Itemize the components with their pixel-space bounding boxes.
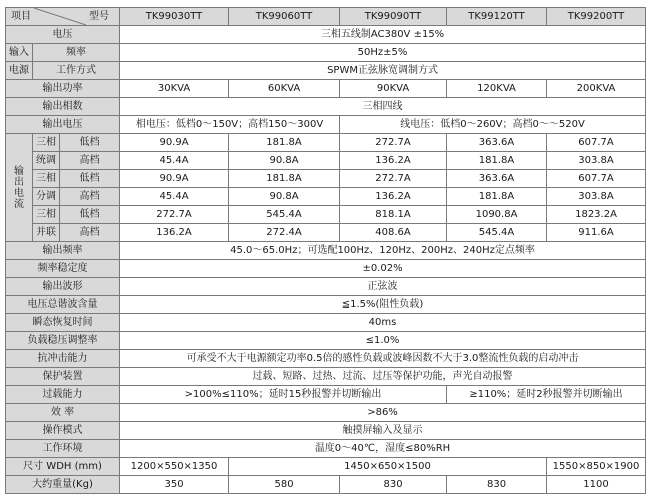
input-frequency-label: 频率: [33, 44, 120, 62]
current-value: 545.4A: [229, 206, 340, 224]
model-header: TK99060TT: [229, 8, 340, 26]
output-phase-voltage-value: 相电压：低档0～150V；高档150～300V: [120, 116, 340, 134]
input-mode-value: SPWM正弦脉宽调制方式: [120, 62, 646, 80]
spec-label: 效 率: [6, 404, 120, 422]
current-mode-top: 三相: [33, 170, 60, 188]
model-header: TK99030TT: [120, 8, 229, 26]
spec-row: [6, 242, 646, 260]
output-phases-value: 三相四线: [120, 98, 646, 116]
current-row: [6, 224, 646, 242]
current-value: 272.7A: [120, 206, 229, 224]
output-power-label: 输出功率: [6, 80, 120, 98]
current-value: 607.7A: [547, 134, 646, 152]
spec-row: [6, 260, 646, 278]
output-phases-row: [6, 98, 646, 116]
spec-row: [6, 278, 646, 296]
output-current-group-label: 输 出 电 流: [6, 134, 33, 242]
current-value: 272.7A: [340, 134, 447, 152]
header-row: [6, 8, 646, 26]
input-voltage-label: 电压: [6, 26, 120, 44]
current-value: 45.4A: [120, 152, 229, 170]
input-voltage-row: [6, 26, 646, 44]
output-power-value: 30KVA: [120, 80, 229, 98]
spec-value: ±0.02%: [120, 260, 646, 278]
spec-row: [6, 404, 646, 422]
spec-value: >86%: [120, 404, 646, 422]
spec-value: 正弦波: [120, 278, 646, 296]
current-value: 303.8A: [547, 152, 646, 170]
input-group-label-top: 输入: [6, 44, 33, 62]
current-mode-bottom: 统调: [33, 152, 60, 170]
spec-row: [6, 350, 646, 368]
output-voltage-row: [6, 116, 646, 134]
current-value: 90.9A: [120, 170, 229, 188]
spec-value: 触摸屏输入及显示: [120, 422, 646, 440]
weight-value: 830: [340, 476, 447, 494]
current-value: 136.2A: [340, 152, 447, 170]
weight-value: 830: [447, 476, 547, 494]
spec-row: [6, 314, 646, 332]
current-value: 181.8A: [229, 170, 340, 188]
current-value: 272.4A: [229, 224, 340, 242]
current-value: 136.2A: [340, 188, 447, 206]
spec-row: [6, 332, 646, 350]
current-value: 408.6A: [340, 224, 447, 242]
current-mode-top: 三相: [33, 206, 60, 224]
current-range-label: 高档: [60, 188, 120, 206]
weight-value: 580: [229, 476, 340, 494]
current-value: 181.8A: [229, 134, 340, 152]
spec-row: [6, 368, 646, 386]
model-header: TK99090TT: [340, 8, 447, 26]
overload-value-1: >100%≤110%；延时15秒报警并切断输出: [120, 386, 447, 404]
current-row: [6, 206, 646, 224]
spec-row: [6, 296, 646, 314]
current-range-label: 高档: [60, 224, 120, 242]
current-mode-bottom: 并联: [33, 224, 60, 242]
spec-label: 电压总谐波含量: [6, 296, 120, 314]
spec-label: 负载稳压调整率: [6, 332, 120, 350]
current-value: 181.8A: [447, 152, 547, 170]
overload-value-2: ≥110%；延时2秒报警并切断输出: [447, 386, 646, 404]
dimensions-value: 1450×650×1500: [229, 458, 547, 476]
current-row: [6, 152, 646, 170]
current-value: 181.8A: [447, 188, 547, 206]
current-value: 363.6A: [447, 134, 547, 152]
output-line-voltage-value: 线电压：低档0～260V；高档0～～520V: [340, 116, 646, 134]
header-corner-cell: [6, 8, 120, 26]
output-power-value: 90KVA: [340, 80, 447, 98]
spec-value: 可承受不大于电源额定功率0.5倍的感性负载或波峰因数不大于3.0整流性负载的启动冲击: [120, 350, 646, 368]
spec-label: 保护装置: [6, 368, 120, 386]
spec-value: 温度0～40℃，湿度≤80%RH: [120, 440, 646, 458]
output-power-value: 120KVA: [447, 80, 547, 98]
dimensions-value: 1200×550×1350: [120, 458, 229, 476]
current-value: 90.8A: [229, 152, 340, 170]
spec-value: 过载、短路、过热、过流、过压等保护功能，声光自动报警: [120, 368, 646, 386]
current-value: 90.9A: [120, 134, 229, 152]
current-mode-bottom: 分调: [33, 188, 60, 206]
weight-label: 大约重量(Kg): [6, 476, 120, 494]
dimensions-value: 1550×850×1900: [547, 458, 646, 476]
output-power-value: 200KVA: [547, 80, 646, 98]
input-group-label-bottom: 电源: [6, 62, 33, 80]
spec-value: ≦1.5%(阻性负载): [120, 296, 646, 314]
weight-value: 1100: [547, 476, 646, 494]
current-value: 136.2A: [120, 224, 229, 242]
spec-value: 45.0～65.0Hz；可选配100Hz、120Hz、200Hz、240Hz定点频率: [120, 242, 646, 260]
current-value: 1823.2A: [547, 206, 646, 224]
dimensions-row: [6, 458, 646, 476]
spec-value: 40ms: [120, 314, 646, 332]
weight-row: [6, 476, 646, 494]
current-row: [6, 188, 646, 206]
output-power-row: [6, 80, 646, 98]
output-power-value: 60KVA: [229, 80, 340, 98]
spec-label: 频率稳定度: [6, 260, 120, 278]
current-value: 363.6A: [447, 170, 547, 188]
current-value: 545.4A: [447, 224, 547, 242]
model-header: TK99120TT: [447, 8, 547, 26]
overload-label: 过载能力: [6, 386, 120, 404]
overload-row: [6, 386, 646, 404]
current-value: 911.6A: [547, 224, 646, 242]
spec-label: 瞬态恢复时间: [6, 314, 120, 332]
input-mode-row: [6, 62, 646, 80]
current-value: 45.4A: [120, 188, 229, 206]
spec-label: 输出频率: [6, 242, 120, 260]
corner-label-model: 型号: [89, 11, 110, 22]
current-value: 818.1A: [340, 206, 447, 224]
spec-row: [6, 422, 646, 440]
current-range-label: 高档: [60, 152, 120, 170]
spec-table: [5, 7, 646, 494]
current-value: 1090.8A: [447, 206, 547, 224]
input-voltage-value: 三相五线制AC380V ±15%: [120, 26, 646, 44]
model-header: TK99200TT: [547, 8, 646, 26]
spec-label: 抗冲击能力: [6, 350, 120, 368]
current-range-label: 低档: [60, 170, 120, 188]
input-frequency-row: [6, 44, 646, 62]
input-mode-label: 工作方式: [33, 62, 120, 80]
output-phases-label: 输出相数: [6, 98, 120, 116]
output-voltage-label: 输出电压: [6, 116, 120, 134]
corner-label-item: 项目: [11, 11, 31, 22]
spec-label: 工作环境: [6, 440, 120, 458]
spec-row: [6, 440, 646, 458]
current-range-label: 低档: [60, 206, 120, 224]
spec-label: 输出波形: [6, 278, 120, 296]
weight-value: 350: [120, 476, 229, 494]
current-row: [6, 170, 646, 188]
spec-value: ≤1.0%: [120, 332, 646, 350]
input-frequency-value: 50Hz±5%: [120, 44, 646, 62]
spec-label: 操作模式: [6, 422, 120, 440]
current-value: 90.8A: [229, 188, 340, 206]
current-range-label: 低档: [60, 134, 120, 152]
current-value: 607.7A: [547, 170, 646, 188]
current-mode-top: 三相: [33, 134, 60, 152]
current-value: 272.7A: [340, 170, 447, 188]
current-row: [6, 134, 646, 152]
current-value: 303.8A: [547, 188, 646, 206]
dimensions-label: 尺寸 WDH (mm): [6, 458, 120, 476]
